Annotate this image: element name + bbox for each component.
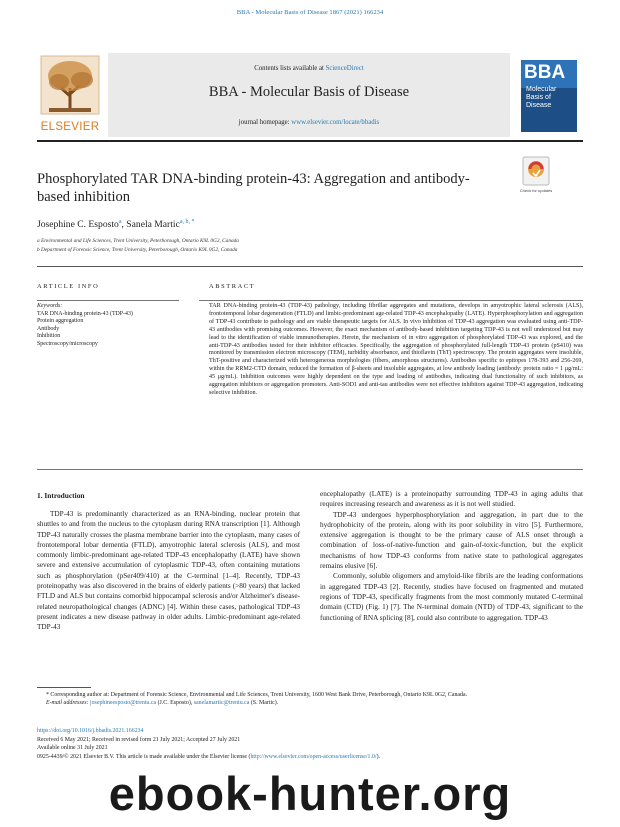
intro-paragraph-3: Commonly, soluble oligomers and amyloid-like fibrils are the leading conformations in aggregated TDP-43 [2]. Recently, studies have focused on fragmented and mutated regions of TDP-43, specifically fragments from the most commonly mutated C-terminal domain (CTD) (Fig. 1) [7]. The N-terminal domain (NTD) of TDP-43, significant to the functioning of RNA splicing [8], could also contribute to aggregation. TDP-43 — [320, 572, 583, 622]
abstract-text: TAR DNA-binding protein-43 (TDP-43) pathology, including fibrillar aggregates and mutations, develops in amyotrophic lateral sclerosis (ALS), frontotemporal lobar degeneration (FTLD) and limbic-predominant age-related TDP-43 encephalopathy (LATE). Hyperphosphorylation and aggregation of TDP-43 contribute to pathology and are viable therapeutic targets for ALS. In vivo inhibition of TDP-43 aggregation was evaluated using anti-TDP-43 antibodies with promising outcomes. However, the exact mechanism of antibody-based inhibition targeting TDP-43 is not well understood but may lead to the identification of viable immunotherapies. Herein, the mechanism of in vitro aggregation of phosphorylated TDP-43 was explored, and the anti-TDP-43 antibodies tested for their inhibitor efficacies. Specifically, the aggregation of phosphorylated full-length TDP-43 protein (pS410) was monitored by transmission electron microscopy (TEM), turbidity absorbance, and thioflavin (ThT) spectroscopy. The protein aggregates were insoluble, ThT-positive and characterized with heterogeneous morphologies (fibers, amorphous structures). Antibodies specific to epitopes 178-393 and 256-269, within the RRM2-CTD domain, reduced the formation of β-sheets and insoluble aggregates, at low antibody loading (antibody: protein ratio = 1 μg/mL: 45 μg/mL). Inhibition outcomes were highly dependent on the type and loading of antibodies, indicating dual functionality of such inhibitors, as aggregation inhibitors or aggregation promoters. Anti-SOD1 and anti-tau antibodies were not effective inhibitors against TDP-43 aggregation, indicating selective inhibition. — [209, 303, 583, 396]
body-right-column — [320, 489, 583, 623]
intro-paragraph-continued: encephalopathy (LATE) is a proteinopathy surrounding TDP-43 in aging adults that requires increasing research and awareness as it is not well studied. — [320, 490, 583, 509]
abstract-heading: ABSTRACT — [209, 283, 256, 290]
cover-subtitle: Molecular Basis of Disease — [526, 86, 557, 109]
cover-title: BBA — [524, 62, 566, 83]
email-label: E-mail addresses: — [46, 700, 90, 707]
keyword-item: Protein aggregation — [37, 318, 84, 325]
affiliation-b: b Department of Forensic Science, Trent University, Peterborough, Ontario K9L 0G2, Canada — [37, 247, 238, 253]
keywords-rule — [37, 300, 179, 301]
corresponding-author-note: * Corresponding author at: Department of Forensic Science, Environmental and Life Sciences, Trent University, 1600 West Bank Drive, Peterborough, Ontario K9L 0G2, Canada. — [46, 692, 468, 698]
email-owner-1: (J.C. Esposto), — [156, 700, 194, 707]
keyword-item: Antibody — [37, 325, 60, 332]
intro-paragraph-1: TDP-43 is predominantly characterized as an RNA-binding, nuclear protein that shuttles to and from the nucleus to the cytoplasm during RNA transcription [1]. Although TDP-43 naturally crosses the plasma membrane barrier into the cytoplasm, many cases of frontotemporal lobar dementia (FTLD), amyotrophic lateral sclerosis (ALS), and most commonly limbic-predominant age-related TDP-43 encephalopathy (LATE) have shown severe and extensive accumulation of cytoplasmic TDP-43, often containing mutations such as phosphorylation (pSer409/410) at the C-terminal [1–4]. Recently, TDP-43 proteinopathy was also discovered in the brains of elderly patients (>80 years) that lacked FTLD and ALS but contains comorbid hippocampal sclerosis and/or Alzheimer's disease-related neuropathological changes (ADNC) [4]. Within these cases, pathological TDP-43 present indicates a new disease pathway in older adults. Limbic-predominant age-related TDP-43 — [37, 510, 300, 632]
email-link-1[interactable]: josephineesposto@trentu.ca — [89, 700, 157, 707]
homepage-link[interactable]: www.elsevier.com/locate/bbadis — [291, 119, 380, 126]
homepage-prefix: journal homepage: — [238, 119, 292, 126]
keyword-item: Spectroscopy/microscopy — [37, 340, 98, 347]
journal-reference[interactable]: BBA - Molecular Basis of Disease 1867 (2021) 166234 — [236, 9, 384, 16]
doi-link[interactable]: https://doi.org/10.1016/j.bbadis.2021.166234 — [37, 728, 144, 734]
author-1[interactable]: Josephine C. Esposto — [37, 219, 119, 231]
publication-info — [37, 727, 583, 762]
article-info-heading: ARTICLE INFO — [37, 283, 100, 290]
email-line — [37, 699, 583, 707]
available-online: Available online 31 July 2021 — [37, 745, 108, 752]
abstract-bottom-rule — [37, 469, 583, 470]
license-suffix: ). — [376, 754, 380, 761]
check-for-updates-label[interactable]: Check for updates — [519, 188, 553, 193]
homepage-line — [108, 119, 510, 126]
body-left-column — [37, 509, 300, 633]
author-2[interactable]: Sanela Martic — [126, 219, 180, 231]
introduction-heading: 1. Introduction — [37, 491, 85, 500]
author-2-affiliation[interactable]: a, b, * — [179, 219, 195, 225]
keyword-item: TAR DNA-binding protein-43 (TDP-43) — [37, 310, 133, 317]
author-1-affiliation[interactable]: a — [118, 219, 122, 225]
author-list — [37, 219, 195, 230]
journal-masthead — [108, 53, 510, 137]
contents-prefix: Contents lists available at — [254, 65, 326, 72]
elsevier-tree-logo — [37, 52, 103, 128]
sciencedirect-link[interactable]: ScienceDirect — [325, 65, 364, 72]
keywords-block — [37, 303, 187, 349]
journal-title: BBA - Molecular Basis of Disease — [208, 84, 410, 100]
footnote-rule — [37, 687, 91, 688]
license-prefix: 0925-4439/© 2021 Elsevier B.V. This article is made available under the Elsevier license ( — [37, 754, 251, 761]
publisher-name: ELSEVIER — [40, 121, 100, 133]
article-title: Phosphorylated TAR DNA-binding protein-43: Aggregation and antibody-based inhibition — [37, 171, 470, 205]
check-for-updates-icon[interactable] — [521, 155, 551, 187]
watermark: ebook-hunter.org — [108, 767, 512, 820]
header-rule — [37, 140, 583, 142]
footnotes — [37, 691, 583, 707]
affiliation-rule — [37, 266, 583, 267]
received-dates: Received 6 May 2021; Received in revised form 21 July 2021; Accepted 27 July 2021 — [37, 736, 241, 743]
author-separator: , — [121, 219, 127, 231]
abstract-rule — [199, 300, 583, 301]
keyword-item: Inhibition — [37, 333, 61, 340]
affiliation-a: a Environmental and Life Sciences, Trent University, Peterborough, Ontario K9L 0G2, Canada — [37, 238, 239, 244]
intro-paragraph-2: TDP-43 undergoes hyperphosphorylation and aggregation, in part due to the hydrophobicity of the protein, along with its poor solubility in vitro [5]. Furthermore, extensive aggregation is thought to be the primary cause of ALS onset through a combination of loss-of-native-function and gain-of-toxic-function, but the explicit mechanisms of how TDP-43 conforms from native state to pathological aggregates remains elusive [6]. — [320, 510, 583, 571]
contents-line — [108, 65, 510, 72]
email-owner-2: (S. Martic). — [249, 700, 279, 707]
license-link[interactable]: http://www.elsevier.com/open-access/userlicense/1.0/ — [250, 754, 377, 761]
journal-cover — [521, 60, 577, 132]
license-line — [37, 753, 583, 762]
email-link-2[interactable]: sanelamartic@trentu.ca — [193, 700, 250, 707]
keywords-label: Keywords: — [37, 303, 63, 309]
